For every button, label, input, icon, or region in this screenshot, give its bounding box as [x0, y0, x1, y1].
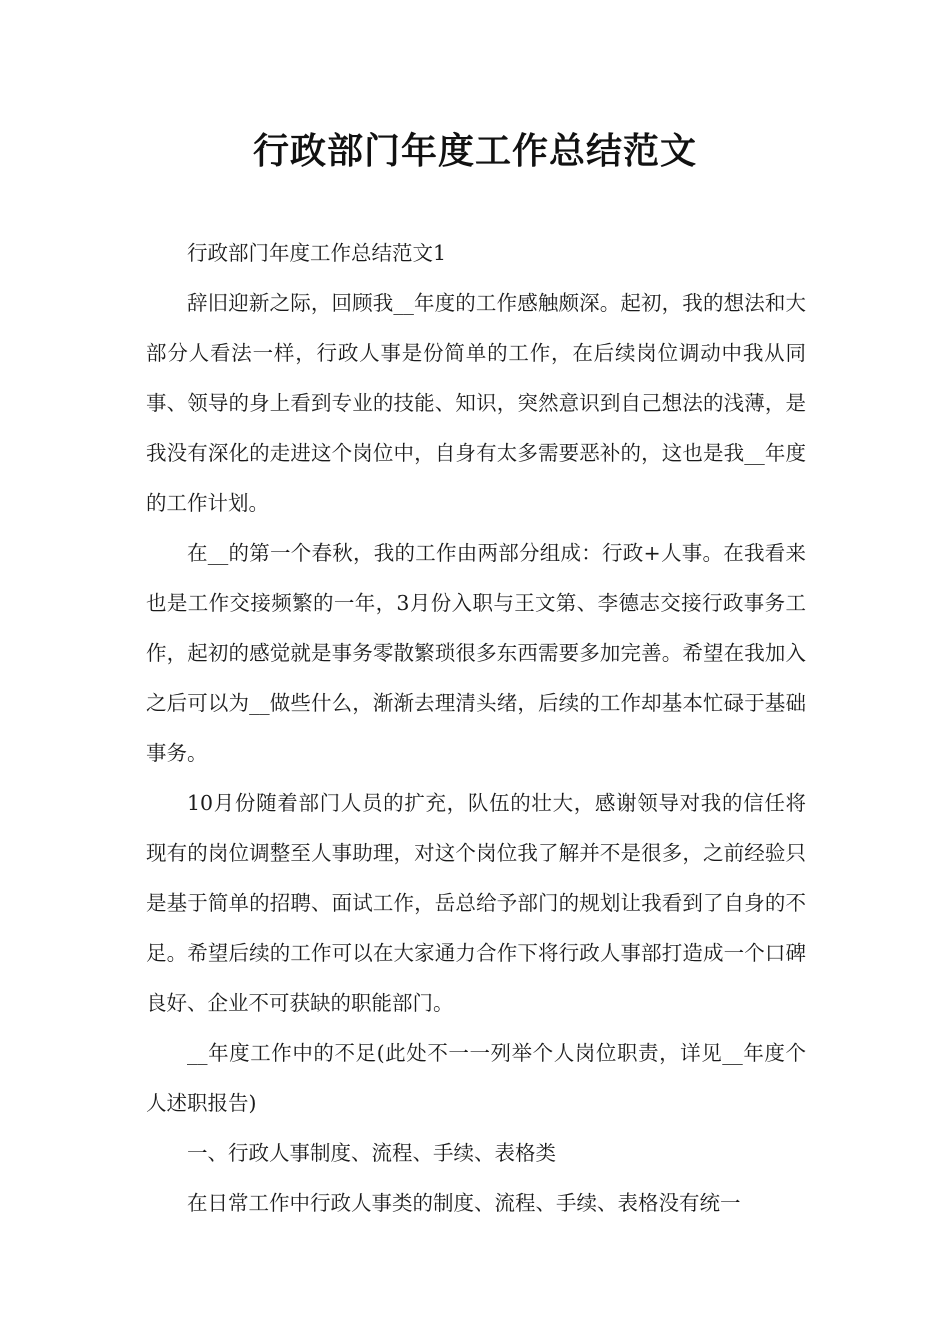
paragraph: 辞旧迎新之际，回顾我__年度的工作感触颇深。起初，我的想法和大部分人看法一样，行政人事是份简单的工作，在后续岗位调动中我从同事、领导的身上看到专业的技能、知识，突然意识到自己想法的浅薄，是我没有深化的走进这个岗位中，自身有太多需要恶补的，这也是我__年度的工作计划。 — [146, 291, 806, 515]
document-title: 行政部门年度工作总结范文 — [252, 131, 697, 172]
section-heading: 一、行政人事制度、流程、手续、表格类 — [187, 1141, 556, 1165]
paragraph: 在__的第一个春秋，我的工作由两部分组成：行政+人事。在我看来也是工作交接频繁的一年，3月份入职与王文第、李德志交接行政事务工作，起初的感觉就是事务零散繁琐很多东西需要多加完善。希望在我加入之后可以为__做些什么，渐渐去理清头绪，后续的工作却基本忙碌于基础事务。 — [146, 541, 806, 765]
paragraph-subtitle: 行政部门年度工作总结范文1 — [187, 241, 447, 265]
paragraph: __年度工作中的不足(此处不一一列举个人岗位职责，详见__年度个人述职报告) — [146, 1041, 806, 1115]
paragraph: 在日常工作中行政人事类的制度、流程、手续、表格没有统一 — [187, 1191, 741, 1215]
paragraph: 10月份随着部门人员的扩充，队伍的壮大，感谢领导对我的信任将现有的岗位调整至人事助理，对这个岗位我了解并不是很多，之前经验只是基于简单的招聘、面试工作，岳总给予部门的规划让我看到了自身的不足。希望后续的工作可以在大家通力合作下将行政人事部打造成一个口碑良好、企业不可获缺的职能部门。 — [146, 791, 806, 1015]
document-body — [146, 228, 806, 1228]
